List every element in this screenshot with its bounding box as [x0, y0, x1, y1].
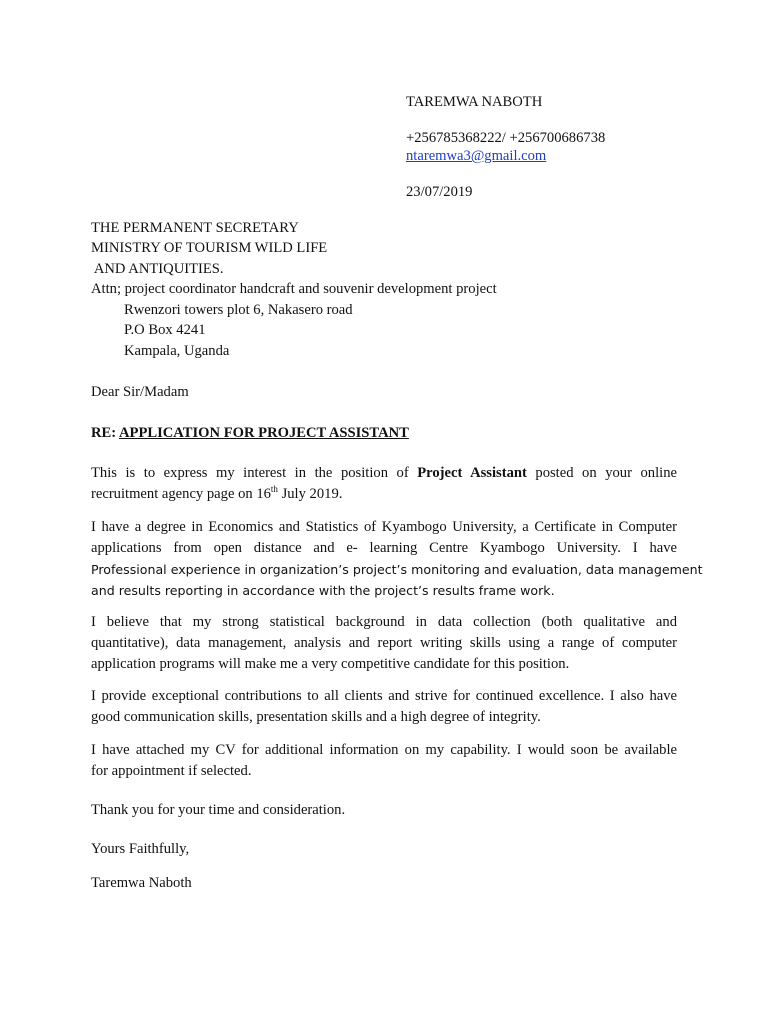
address-line-3: Kampala, Uganda [124, 343, 230, 359]
recipient-line-3: AND ANTIQUITIES. [91, 261, 224, 277]
position-title: Project Assistant [417, 465, 527, 481]
paragraph-contributions [91, 686, 677, 728]
sender-name: TAREMWA NABOTH [406, 94, 543, 110]
paragraph-line: Professional experience in organization’s project’s monitoring and evaluation, data management [91, 562, 703, 577]
subject-prefix: RE: [91, 425, 119, 441]
text-run: July 2019. [277, 486, 343, 502]
address-line-2: P.O Box 4241 [124, 322, 206, 338]
text-run: recruitment agency page on 16 [91, 486, 271, 502]
signature-name: Taremwa Naboth [91, 875, 192, 891]
paragraph-background [91, 612, 677, 675]
ordinal-suffix: th [270, 484, 278, 495]
recipient-line-1: THE PERMANENT SECRETARY [91, 220, 299, 236]
sender-email-link[interactable]: ntaremwa3@gmail.com [406, 148, 547, 164]
text-run: This is to express my interest in the position of [91, 465, 418, 481]
recipient-line-2: MINISTRY OF TOURISM WILD LIFE [91, 240, 328, 256]
paragraph-qualifications [91, 517, 703, 601]
address-line-1: Rwenzori towers plot 6, Nakasero road [124, 302, 353, 318]
paragraph-line: good communication skills, presentation skills and a high degree of integrity. [91, 709, 541, 725]
paragraph-line: and results reporting in accordance with the project’s results frame work. [91, 583, 555, 598]
attention-line: Attn; project coordinator handcraft and souvenir development project [91, 281, 497, 297]
closing-line: Yours Faithfully, [91, 841, 190, 857]
thanks-line: Thank you for your time and consideration. [91, 802, 346, 818]
paragraph-interest [91, 463, 677, 505]
paragraph-line [91, 463, 677, 484]
paragraph-line: I provide exceptional contributions to all clients and strive for continued excellence. I also have [91, 688, 677, 704]
paragraph-line: applications from open distance and e- learning Centre Kyambogo University. I have [91, 540, 677, 556]
salutation: Dear Sir/Madam [91, 384, 189, 400]
paragraph-line: for appointment if selected. [91, 763, 252, 779]
paragraph-line: I have attached my CV for additional information on my capability. I would soon be available [91, 742, 677, 758]
paragraph-line: quantitative), data management, analysis and report writing skills using a range of computer [91, 635, 677, 651]
paragraph-line: I have a degree in Economics and Statistics of Kyambogo University, a Certificate in Computer [91, 519, 677, 535]
subject-line [91, 424, 409, 442]
paragraph-line [91, 484, 677, 505]
sender-phones: +256785368222/ +256700686738 [406, 130, 606, 146]
paragraph-line: I believe that my strong statistical background in data collection (both qualitative and [91, 614, 677, 630]
subject-title: APPLICATION FOR PROJECT ASSISTANT [118, 425, 409, 441]
text-run: posted on your online [526, 465, 677, 481]
paragraph-line: application programs will make me a very competitive candidate for this position. [91, 656, 570, 672]
paragraph-cv [91, 740, 677, 782]
letter-date: 23/07/2019 [406, 184, 473, 200]
